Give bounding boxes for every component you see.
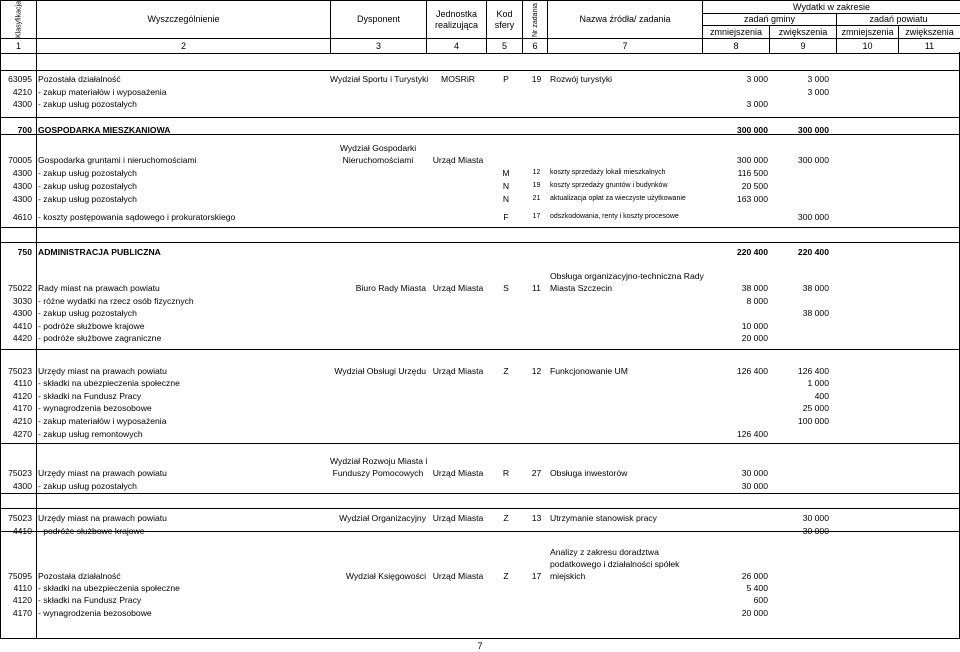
row-wyszczegolnienie: - podróże służbowe krajowe [38, 321, 145, 331]
row-nazwa-zadania: Obsługa organizacyjno-techniczna Rady [550, 271, 704, 281]
row-klasyfikacja: 63095 [8, 74, 32, 84]
row-klasyfikacja: 4170 [12, 608, 32, 618]
row-dysponent: Wydział Sportu i Turystyki [330, 74, 429, 84]
row-kod-sfery: N [502, 181, 510, 191]
col-number: 11 [899, 39, 960, 54]
col-number: 7 [548, 39, 703, 54]
row-kod-sfery: S [503, 283, 509, 293]
header-nr-zadania: Nr zadania [523, 1, 548, 39]
row-kod-sfery: F [503, 212, 509, 222]
row-jednostka: Urząd Miasta [432, 468, 484, 478]
row-klasyfikacja: 75023 [8, 513, 32, 523]
table-body [0, 52, 960, 639]
row-zmniejszenia-gminy: 3 000 [746, 74, 768, 84]
row-zmniejszenia-gminy: 38 000 [741, 283, 768, 293]
row-dysponent: Wydział Księgowości [345, 571, 426, 581]
row-wyszczegolnienie: ADMINISTRACJA PUBLICZNA [38, 247, 161, 257]
row-wyszczegolnienie: - zakup usług pozostałych [38, 481, 137, 491]
row-zwiekszenia-gminy: 300 000 [797, 212, 829, 222]
row-jednostka: Urząd Miasta [432, 513, 484, 523]
row-zwiekszenia-gminy: 400 [814, 391, 829, 401]
row-wyszczegolnienie: GOSPODARKA MIESZKANIOWA [38, 125, 171, 135]
row-nr-zadania: 17 [532, 213, 541, 220]
row-nazwa-zadania: miejskich [550, 571, 586, 581]
row-zwiekszenia-gminy: 38 000 [802, 308, 829, 318]
row-nazwa-zadania: koszty sprzedaży gruntów i budynków [550, 182, 668, 189]
row-nr-zadania: 19 [531, 74, 542, 84]
row-klasyfikacja: 4300 [12, 481, 32, 491]
row-klasyfikacja: 4410 [12, 526, 32, 536]
row-klasyfikacja: 75022 [8, 283, 32, 293]
header-zwiekszenia-gminy: zwiększenia [770, 26, 837, 39]
row-wyszczegolnienie: - składki na ubezpieczenia społeczne [38, 583, 180, 593]
row-dysponent: Biuro Rady Miasta [355, 283, 426, 293]
col-number: 3 [331, 39, 427, 54]
row-klasyfikacja: 75023 [8, 468, 32, 478]
row-kod-sfery: Z [503, 513, 509, 523]
row-kod-sfery: P [503, 74, 509, 84]
row-kod-sfery: Z [503, 366, 509, 376]
row-zmniejszenia-gminy: 126 400 [736, 429, 768, 439]
row-zmniejszenia-gminy: 20 000 [741, 608, 768, 618]
col-number: 2 [37, 39, 331, 54]
header-nazwa: Nazwa źródła/ zadania [548, 1, 703, 39]
row-klasyfikacja: 3030 [12, 296, 32, 306]
row-klasyfikacja: 4300 [12, 168, 32, 178]
row-jednostka: Urząd Miasta [432, 571, 484, 581]
row-klasyfikacja: 75095 [8, 571, 32, 581]
row-zwiekszenia-gminy: 3 000 [807, 87, 829, 97]
row-wyszczegolnienie: - zakup usług pozostałych [38, 194, 137, 204]
row-nr-zadania: 17 [531, 571, 542, 581]
row-nazwa-zadania: Funkcjonowanie UM [550, 366, 628, 376]
row-wyszczegolnienie: - wynagrodzenia bezosobowe [38, 403, 152, 413]
row-zmniejszenia-gminy: 20 000 [741, 333, 768, 343]
col-number: 8 [703, 39, 770, 54]
row-zmniejszenia-gminy: 8 000 [746, 296, 768, 306]
row-klasyfikacja: 750 [17, 247, 32, 257]
row-klasyfikacja: 4610 [12, 212, 32, 222]
row-wyszczegolnienie: - podróże służbowe zagraniczne [38, 333, 162, 343]
row-nazwa-zadania: Obsługa inwestorów [550, 468, 628, 478]
header-jednostka: Jednostka realizująca [427, 1, 487, 39]
row-zwiekszenia-gminy: 3 000 [807, 74, 829, 84]
row-dysponent: Wydział Rozwoju Miasta i [330, 456, 428, 466]
row-dysponent: Funduszy Pomocowych [332, 468, 424, 478]
row-klasyfikacja: 4210 [12, 87, 32, 97]
row-zwiekszenia-gminy: 300 000 [797, 155, 829, 165]
col-number: 1 [1, 39, 37, 54]
row-zwiekszenia-gminy: 25 000 [802, 403, 829, 413]
row-jednostka: Urząd Miasta [432, 283, 484, 293]
row-zmniejszenia-gminy: 163 000 [736, 194, 768, 204]
row-jednostka: Urząd Miasta [432, 155, 484, 165]
row-jednostka: MOSRiR [441, 74, 475, 84]
row-nr-zadania: 27 [531, 468, 542, 478]
row-nazwa-zadania: Utrzymanie stanowisk pracy [550, 513, 657, 523]
row-klasyfikacja: 4210 [12, 416, 32, 426]
row-nr-zadania: 11 [532, 283, 541, 293]
header-kod: Kod sfery [487, 1, 523, 39]
col-number: 5 [487, 39, 523, 54]
row-dysponent: Nieruchomościami [342, 155, 414, 165]
row-zmniejszenia-gminy: 116 500 [737, 168, 768, 178]
row-zmniejszenia-gminy: 30 000 [741, 468, 768, 478]
row-wyszczegolnienie: Pozostała działalność [38, 74, 121, 84]
row-zwiekszenia-gminy: 30 000 [802, 513, 829, 523]
row-wyszczegolnienie: - wynagrodzenia bezosobowe [38, 608, 152, 618]
row-wyszczegolnienie: - zakup usług pozostałych [38, 181, 137, 191]
table-header [0, 0, 960, 54]
row-wyszczegolnienie: - składki na Fundusz Pracy [38, 391, 142, 401]
row-wyszczegolnienie: - składki na ubezpieczenia społeczne [38, 378, 180, 388]
header-wyszczegolnienie: Wyszczególnienie [37, 1, 331, 39]
row-wyszczegolnienie: Urzędy miast na prawach powiatu [38, 468, 167, 478]
row-zmniejszenia-gminy: 30 000 [741, 481, 768, 491]
col-number: 10 [837, 39, 899, 54]
row-nr-zadania: 21 [532, 195, 541, 202]
row-zmniejszenia-gminy: 26 000 [741, 571, 768, 581]
row-nazwa-zadania: Rozwój turystyki [550, 74, 613, 84]
row-klasyfikacja: 75023 [8, 366, 32, 376]
row-dysponent: Wydział Obsługi Urzędu [334, 366, 426, 376]
row-wyszczegolnienie: - składki na Fundusz Pracy [38, 595, 142, 605]
row-klasyfikacja: 4170 [12, 403, 32, 413]
row-wyszczegolnienie: - zakup usług pozostałych [38, 168, 137, 178]
header-zmniejszenia-powiatu: zmniejszenia [837, 26, 899, 39]
row-zmniejszenia-gminy: 10 000 [741, 321, 768, 331]
row-wyszczegolnienie: - różne wydatki na rzecz osób fizycznych [38, 296, 194, 306]
row-nazwa-zadania: Miasta Szczecin [550, 283, 613, 293]
row-klasyfikacja: 4300 [12, 194, 32, 204]
row-zmniejszenia-gminy: 5 400 [746, 583, 768, 593]
row-dysponent: Wydział Gospodarki [339, 143, 417, 153]
header-zadan-gminy: zadań gminy [703, 14, 837, 26]
row-klasyfikacja: 4300 [12, 99, 32, 109]
row-nazwa-zadania: podatkowego i działalności spółek [550, 559, 680, 569]
row-zwiekszenia-gminy: 300 000 [797, 125, 829, 135]
row-zmniejszenia-gminy: 220 400 [736, 247, 768, 257]
row-wyszczegolnienie: Rady miast na prawach powiatu [38, 283, 160, 293]
row-kod-sfery: N [502, 194, 510, 204]
row-zmniejszenia-gminy: 600 [753, 595, 768, 605]
row-wyszczegolnienie: - koszty postępowania sądowego i prokuratorskiego [38, 212, 236, 222]
header-klasyfikacja: Klasyfikacja [1, 1, 37, 39]
row-nr-zadania: 12 [531, 366, 542, 376]
row-zmniejszenia-gminy: 300 000 [736, 155, 768, 165]
header-wydatki: Wydatki w zakresie [703, 1, 960, 14]
row-wyszczegolnienie: - zakup materiałów i wyposażenia [38, 87, 167, 97]
row-zmniejszenia-gminy: 126 400 [736, 366, 768, 376]
row-kod-sfery: Z [503, 571, 509, 581]
row-kod-sfery: M [502, 168, 510, 178]
row-nazwa-zadania: Analizy z zakresu doradztwa [550, 547, 659, 557]
row-zwiekszenia-gminy: 30 000 [802, 526, 829, 536]
header-zwiekszenia-powiatu: zwiększenia [899, 26, 960, 39]
row-klasyfikacja: 4300 [12, 181, 32, 191]
row-nazwa-zadania: aktualizacja opłat za wieczyste użytkowanie [550, 195, 686, 202]
col-number: 4 [427, 39, 487, 54]
row-klasyfikacja: 700 [17, 125, 32, 135]
row-klasyfikacja: 4410 [12, 321, 32, 331]
row-klasyfikacja: 4270 [12, 429, 32, 439]
col-number: 6 [523, 39, 548, 54]
header-zmniejszenia-gminy: zmniejszenia [703, 26, 770, 39]
col-number: 9 [770, 39, 837, 54]
row-zwiekszenia-gminy: 100 000 [797, 416, 829, 426]
page-number: 7 [477, 641, 483, 651]
row-nazwa-zadania: koszty sprzedaży lokali mieszkalnych [550, 169, 666, 176]
row-kod-sfery: R [502, 468, 510, 478]
row-zwiekszenia-gminy: 126 400 [797, 366, 829, 376]
row-dysponent: Wydział Organizacyjny [339, 513, 426, 523]
row-nr-zadania: 13 [531, 513, 542, 523]
row-wyszczegolnienie: Urzędy miast na prawach powiatu [38, 513, 167, 523]
row-klasyfikacja: 4120 [12, 595, 32, 605]
row-klasyfikacja: 4110 [13, 583, 32, 593]
row-wyszczegolnienie: Urzędy miast na prawach powiatu [38, 366, 167, 376]
row-klasyfikacja: 4110 [13, 378, 32, 388]
row-nazwa-zadania: odszkodowania, renty i koszty procesowe [550, 213, 679, 220]
row-wyszczegolnienie: - zakup usług pozostałych [38, 308, 137, 318]
row-klasyfikacja: 4120 [12, 391, 32, 401]
row-zmniejszenia-gminy: 20 500 [741, 181, 768, 191]
row-zmniejszenia-gminy: 300 000 [736, 125, 768, 135]
row-zwiekszenia-gminy: 38 000 [802, 283, 829, 293]
row-klasyfikacja: 70005 [8, 155, 32, 165]
row-wyszczegolnienie: Pozostała działalność [38, 571, 121, 581]
row-wyszczegolnienie: Gospodarka gruntami i nieruchomościami [38, 155, 197, 165]
header-zadan-powiatu: zadań powiatu [837, 14, 960, 26]
row-zwiekszenia-gminy: 1 000 [807, 378, 829, 388]
row-jednostka: Urząd Miasta [432, 366, 484, 376]
row-wyszczegolnienie: - zakup usług pozostałych [38, 99, 137, 109]
row-wyszczegolnienie: - podróże służbowe krajowe [38, 526, 145, 536]
row-klasyfikacja: 4300 [12, 308, 32, 318]
row-nr-zadania: 19 [532, 182, 541, 189]
row-nr-zadania: 12 [532, 169, 541, 176]
row-zwiekszenia-gminy: 220 400 [797, 247, 829, 257]
header-dysponent: Dysponent [331, 1, 427, 39]
row-wyszczegolnienie: - zakup usług remontowych [38, 429, 143, 439]
row-zmniejszenia-gminy: 3 000 [746, 99, 768, 109]
row-wyszczegolnienie: - zakup materiałów i wyposażenia [38, 416, 167, 426]
row-klasyfikacja: 4420 [12, 333, 32, 343]
